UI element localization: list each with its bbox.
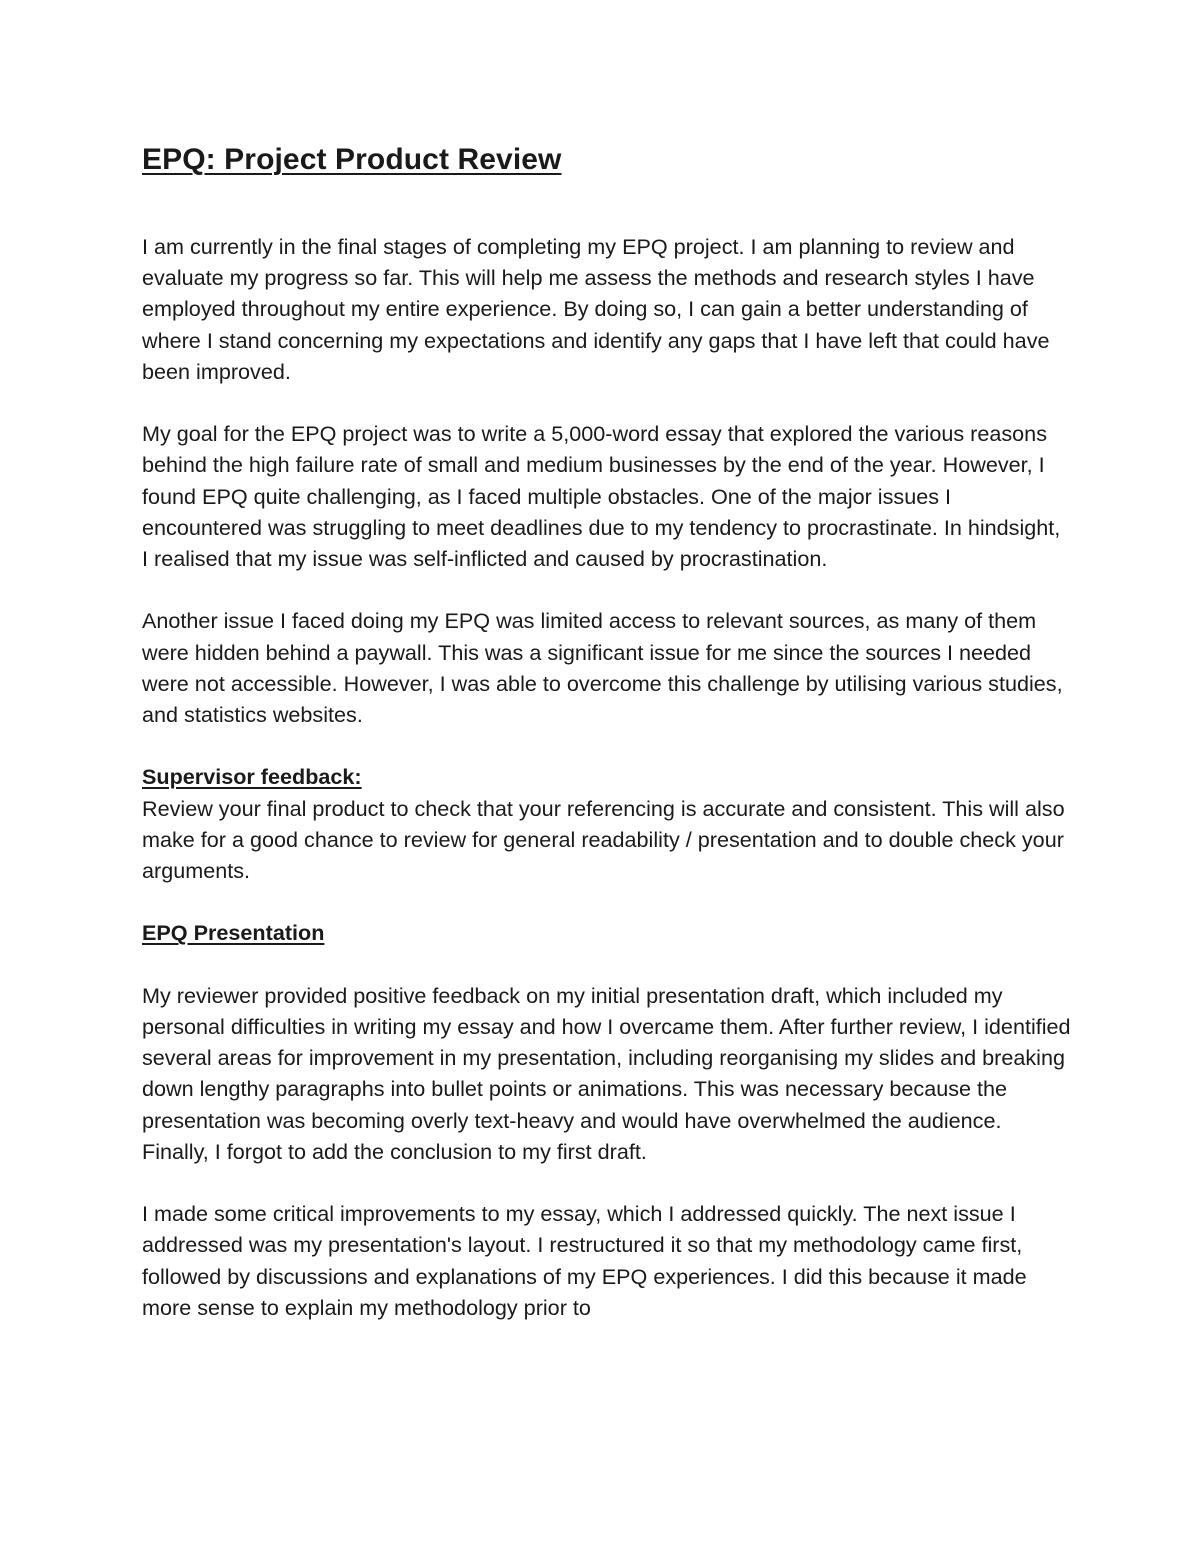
improvements-paragraph: I made some critical improvements to my essay, which I addressed quickly. The next issue I addressed was my presentation's layout. I restructured it so that my methodology came first, followed by discussions and explanations of my EPQ experiences. I did this because it made more sense to explain my methodology prior to <box>142 1201 1027 1320</box>
intro-paragraph: I am currently in the final stages of completing my EPQ project. I am planning to review and evaluate my progress so far. This will help me assess the methods and research styles I have employed throughout my entire experience. By doing so, I can gain a better understanding of where I stand concerning my expectations and identify any gaps that I have left that could have been improved. <box>142 234 1050 384</box>
page-title: EPQ: Project Product Review <box>142 143 562 176</box>
document-page <box>142 138 1072 1323</box>
goal-paragraph: My goal for the EPQ project was to write a 5,000-word essay that explored the various reasons behind the high failure rate of small and medium businesses by the end of the year. However, I found EPQ quite challenging, as I faced multiple obstacles. One of the major issues I encountered was struggling to meet deadlines due to my tendency to procrastinate. In hindsight, I realised that my issue was self-inflicted and caused by procrastination. <box>142 421 1061 572</box>
presentation-paragraph: My reviewer provided positive feedback on my initial presentation draft, which included my personal difficulties in writing my essay and how I overcame them. After further review, I identified several areas for improvement in my presentation, including reorganising my slides and breaking down lengthy paragraphs into bullet points or animations. This was necessary because the presentation was becoming overly text-heavy and would have overwhelmed the audience. Finally, I forgot to add the conclusion to my first draft. <box>142 982 1071 1164</box>
supervisor-feedback-heading: Supervisor feedback: <box>142 764 362 790</box>
presentation-heading: EPQ Presentation <box>142 920 325 946</box>
sources-paragraph: Another issue I faced doing my EPQ was limited access to relevant sources, as many of them were hidden behind a paywall. This was a significant issue for me since the sources I needed were not accessible. However, I was able to overcome this challenge by utilising various studies, and statistics websites. <box>142 608 1063 728</box>
supervisor-feedback-text: Review your final product to check that your referencing is accurate and consistent. This will also make for a good chance to review for general readability / presentation and to double check your arguments. <box>142 795 1065 884</box>
